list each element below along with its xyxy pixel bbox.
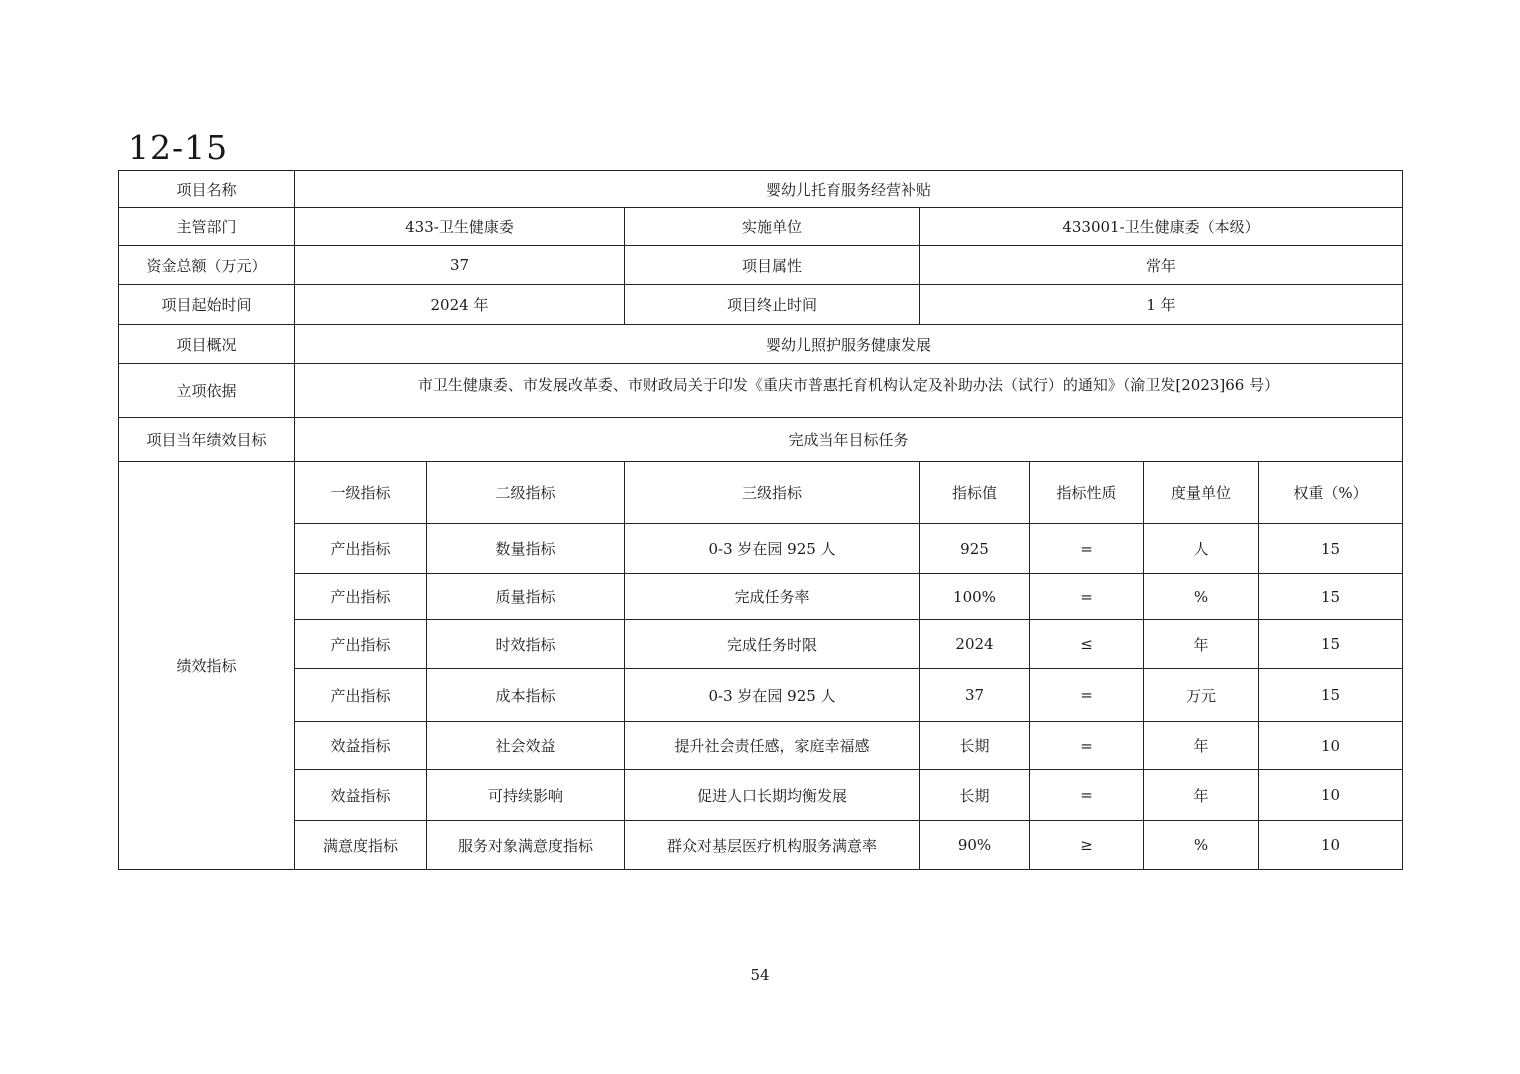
indicator-value: 长期: [920, 722, 1030, 770]
indicator-row: [119, 770, 1403, 821]
indicator-value: 37: [920, 669, 1030, 722]
indicator-level2: 数量指标: [427, 524, 625, 574]
row-project-name: [119, 171, 1403, 208]
indicator-unit: 人: [1144, 524, 1259, 574]
indicator-weight: 10: [1259, 722, 1403, 770]
indicator-weight: 15: [1259, 669, 1403, 722]
indicator-level2: 可持续影响: [427, 770, 625, 821]
row-basis: [119, 364, 1403, 418]
header-level1: 一级指标: [295, 462, 427, 524]
row-funds: [119, 246, 1403, 285]
header-value: 指标值: [920, 462, 1030, 524]
indicators-section-label: 绩效指标: [119, 462, 295, 870]
row-department: [119, 208, 1403, 246]
indicator-nature: ≤: [1030, 620, 1144, 669]
row-overview: [119, 325, 1403, 364]
overview-value: 婴幼儿照护服务健康发展: [295, 325, 1403, 364]
indicator-level1: 产出指标: [295, 669, 427, 722]
indicator-level3: 完成任务率: [625, 574, 920, 620]
implementing-unit-value: 433001-卫生健康委（本级）: [920, 208, 1403, 246]
indicator-nature: =: [1030, 574, 1144, 620]
indicator-nature: =: [1030, 669, 1144, 722]
indicator-level2: 成本指标: [427, 669, 625, 722]
indicator-nature: =: [1030, 722, 1144, 770]
indicator-value: 100%: [920, 574, 1030, 620]
indicator-nature: =: [1030, 524, 1144, 574]
department-value: 433-卫生健康委: [295, 208, 625, 246]
start-time-label: 项目起始时间: [119, 285, 295, 325]
indicator-row: [119, 669, 1403, 722]
indicator-weight: 15: [1259, 524, 1403, 574]
indicator-weight: 15: [1259, 620, 1403, 669]
section-number: 12-15: [128, 128, 229, 167]
indicator-level1: 满意度指标: [295, 821, 427, 870]
project-attribute-value: 常年: [920, 246, 1403, 285]
implementing-unit-label: 实施单位: [625, 208, 920, 246]
indicator-nature: ≥: [1030, 821, 1144, 870]
indicator-level3: 0-3 岁在园 925 人: [625, 669, 920, 722]
indicator-weight: 10: [1259, 821, 1403, 870]
indicator-level1: 产出指标: [295, 524, 427, 574]
row-period: [119, 285, 1403, 325]
annual-goal-label: 项目当年绩效目标: [119, 418, 295, 462]
department-label: 主管部门: [119, 208, 295, 246]
indicator-row: [119, 722, 1403, 770]
basis-value: 市卫生健康委、市发展改革委、市财政局关于印发《重庆市普惠托育机构认定及补助办法（试行）的通知》（渝卫发[2023]66 号）: [295, 364, 1403, 418]
indicator-unit: 万元: [1144, 669, 1259, 722]
indicator-unit: %: [1144, 574, 1259, 620]
header-level3: 三级指标: [625, 462, 920, 524]
header-level2: 二级指标: [427, 462, 625, 524]
end-time-value: 1 年: [920, 285, 1403, 325]
indicator-level1: 效益指标: [295, 770, 427, 821]
indicator-level1: 产出指标: [295, 620, 427, 669]
indicator-unit: 年: [1144, 770, 1259, 821]
indicator-level2: 社会效益: [427, 722, 625, 770]
start-time-value: 2024 年: [295, 285, 625, 325]
indicator-unit: 年: [1144, 722, 1259, 770]
project-name-value: 婴幼儿托育服务经营补贴: [295, 171, 1403, 208]
indicator-value: 925: [920, 524, 1030, 574]
indicator-level3: 群众对基层医疗机构服务满意率: [625, 821, 920, 870]
total-funds-label: 资金总额（万元）: [119, 246, 295, 285]
end-time-label: 项目终止时间: [625, 285, 920, 325]
indicator-level3: 提升社会责任感，家庭幸福感: [625, 722, 920, 770]
indicator-level2: 时效指标: [427, 620, 625, 669]
project-name-label: 项目名称: [119, 171, 295, 208]
indicator-level1: 产出指标: [295, 574, 427, 620]
indicator-level3: 0-3 岁在园 925 人: [625, 524, 920, 574]
indicator-header-row: [119, 462, 1403, 524]
performance-target-table: [118, 170, 1403, 870]
indicator-weight: 15: [1259, 574, 1403, 620]
indicator-value: 长期: [920, 770, 1030, 821]
indicator-row: [119, 574, 1403, 620]
indicator-level2: 质量指标: [427, 574, 625, 620]
indicator-value: 2024: [920, 620, 1030, 669]
indicator-row: [119, 620, 1403, 669]
indicator-unit: %: [1144, 821, 1259, 870]
indicator-level2: 服务对象满意度指标: [427, 821, 625, 870]
total-funds-value: 37: [295, 246, 625, 285]
indicator-row: [119, 821, 1403, 870]
indicator-level3: 促进人口长期均衡发展: [625, 770, 920, 821]
indicator-value: 90%: [920, 821, 1030, 870]
indicator-level1: 效益指标: [295, 722, 427, 770]
indicator-unit: 年: [1144, 620, 1259, 669]
overview-label: 项目概况: [119, 325, 295, 364]
project-attribute-label: 项目属性: [625, 246, 920, 285]
header-unit: 度量单位: [1144, 462, 1259, 524]
indicator-level3: 完成任务时限: [625, 620, 920, 669]
indicator-nature: =: [1030, 770, 1144, 821]
indicator-row: [119, 524, 1403, 574]
header-weight: 权重（%）: [1259, 462, 1403, 524]
row-annual-goal: [119, 418, 1403, 462]
basis-label: 立项依据: [119, 364, 295, 418]
page-number: 54: [750, 966, 770, 984]
annual-goal-value: 完成当年目标任务: [295, 418, 1403, 462]
header-nature: 指标性质: [1030, 462, 1144, 524]
indicator-weight: 10: [1259, 770, 1403, 821]
